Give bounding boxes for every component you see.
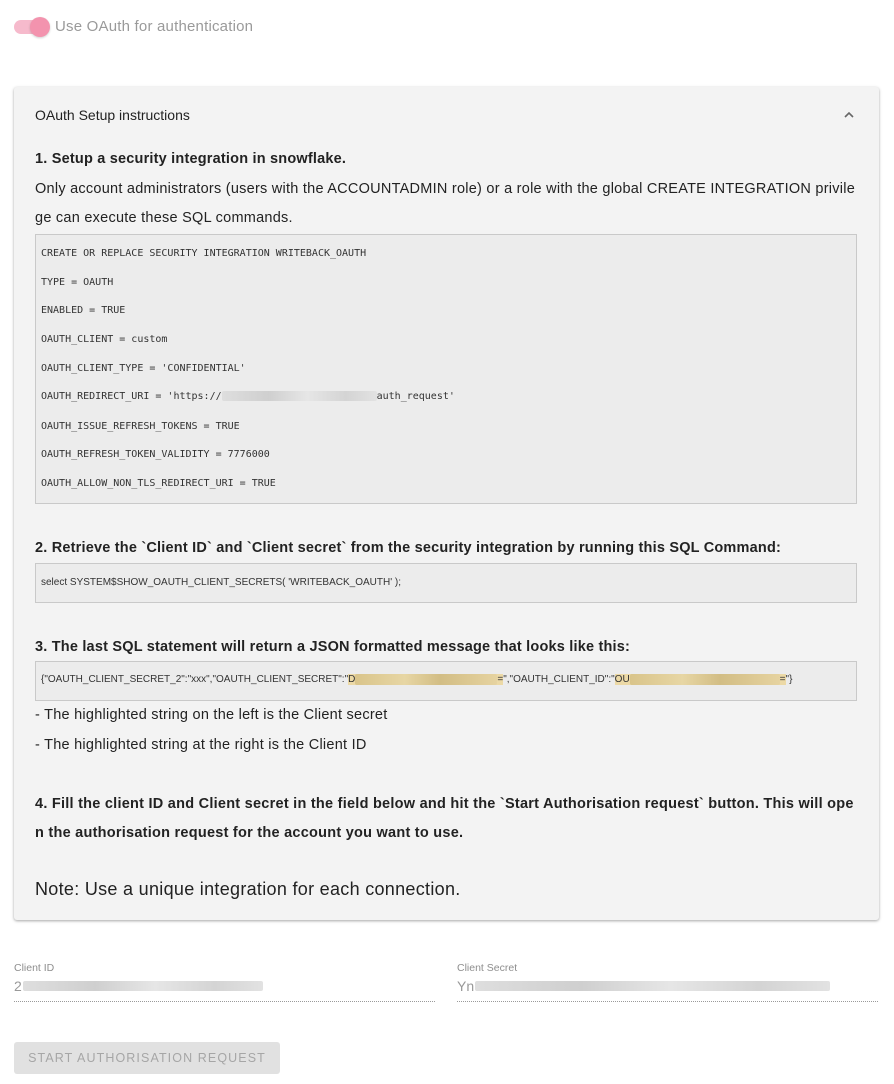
code-line: ENABLED = TRUE [41, 305, 126, 316]
id-start: OU [614, 674, 630, 686]
code-line: OAUTH_ALLOW_NON_TLS_REDIRECT_URI = TRUE [41, 478, 276, 489]
secret-start: D [348, 674, 356, 686]
client-id-label: Client ID [14, 962, 55, 974]
step2-code: select SYSTEM$SHOW_OAUTH_CLIENT_SECRETS( 'WRITEBACK_OAUTH' ); [41, 577, 401, 588]
json-sample [41, 674, 792, 685]
client-id-field[interactable] [14, 962, 435, 1002]
client-secret-highlight [348, 674, 503, 685]
redirect-prefix: OAUTH_REDIRECT_URI = 'https:// [41, 391, 222, 402]
step3-note-right: - The highlighted string at the right is the Client ID [35, 737, 367, 753]
redacted-client-id [23, 981, 263, 991]
client-id-highlight [615, 674, 786, 685]
id-end: = [779, 674, 786, 686]
chevron-up-icon[interactable] [844, 111, 854, 121]
code-line: OAUTH_ISSUE_REFRESH_TOKENS = TRUE [41, 421, 240, 432]
redirect-suffix: auth_request' [376, 391, 455, 402]
client-secret-underline [457, 1001, 878, 1002]
panel-title[interactable]: OAuth Setup instructions [35, 107, 190, 123]
secret-end: = [497, 674, 504, 686]
step2-title: 2. Retrieve the `Client ID` and `Client secret` from the security integration by running this SQL Command: [35, 540, 782, 556]
json-part: ","OAUTH_CLIENT_ID":" [503, 674, 615, 686]
client-secret-value: Yn [457, 978, 475, 994]
unique-integration-note: Note: Use a unique integration for each connection. [35, 879, 461, 899]
oauth-toggle-thumb[interactable] [30, 17, 50, 37]
oauth-toggle[interactable] [14, 20, 48, 34]
code-line: TYPE = OAUTH [41, 277, 114, 288]
client-id-underline [14, 1001, 435, 1002]
client-id-value: 2 [14, 978, 22, 994]
oauth-instructions-panel [14, 87, 879, 920]
code-line: OAUTH_REFRESH_TOKEN_VALIDITY = 7776000 [41, 449, 270, 460]
json-part: {"OAUTH_CLIENT_SECRET_2":"xxx","OAUTH_CLIENT_SECRET":" [41, 674, 349, 686]
code-line-redirect-uri [41, 391, 455, 402]
step3-json-block [35, 661, 857, 701]
client-secret-input[interactable] [457, 978, 830, 994]
start-authorisation-button[interactable]: START AUTHORISATION REQUEST [14, 1042, 280, 1074]
step3-title: 3. The last SQL statement will return a JSON formatted message that looks like this: [35, 639, 631, 655]
step1-code-block [35, 234, 857, 504]
redacted-secret [355, 674, 497, 685]
client-secret-label: Client Secret [457, 962, 518, 974]
oauth-toggle-label: Use OAuth for authentication [55, 18, 254, 35]
step1-title: 1. Setup a security integration in snowflake. [35, 151, 347, 167]
step4-title: 4. Fill the client ID and Client secret in the field below and hit the `Start Authorisation request` button. This will open the authorisation request for the account you want to use. [35, 796, 854, 841]
step3-note-left: - The highlighted string on the left is the Client secret [35, 707, 388, 723]
step2-code-block [35, 563, 857, 603]
step1-text: Only account administrators (users with the ACCOUNTADMIN role) or a role with the global CREATE INTEGRATION privilege can execute these SQL commands. [35, 181, 856, 226]
redacted-client-secret [475, 981, 830, 991]
oauth-toggle-row [14, 18, 253, 35]
redacted-id [630, 674, 780, 685]
code-line: OAUTH_CLIENT_TYPE = 'CONFIDENTIAL' [41, 363, 246, 374]
code-line: CREATE OR REPLACE SECURITY INTEGRATION WRITEBACK_OAUTH [41, 248, 367, 259]
json-part: "} [785, 674, 793, 686]
redacted-url [222, 391, 377, 401]
client-id-input[interactable] [14, 978, 263, 994]
client-secret-field[interactable] [457, 962, 878, 1002]
code-line: OAUTH_CLIENT = custom [41, 334, 168, 345]
